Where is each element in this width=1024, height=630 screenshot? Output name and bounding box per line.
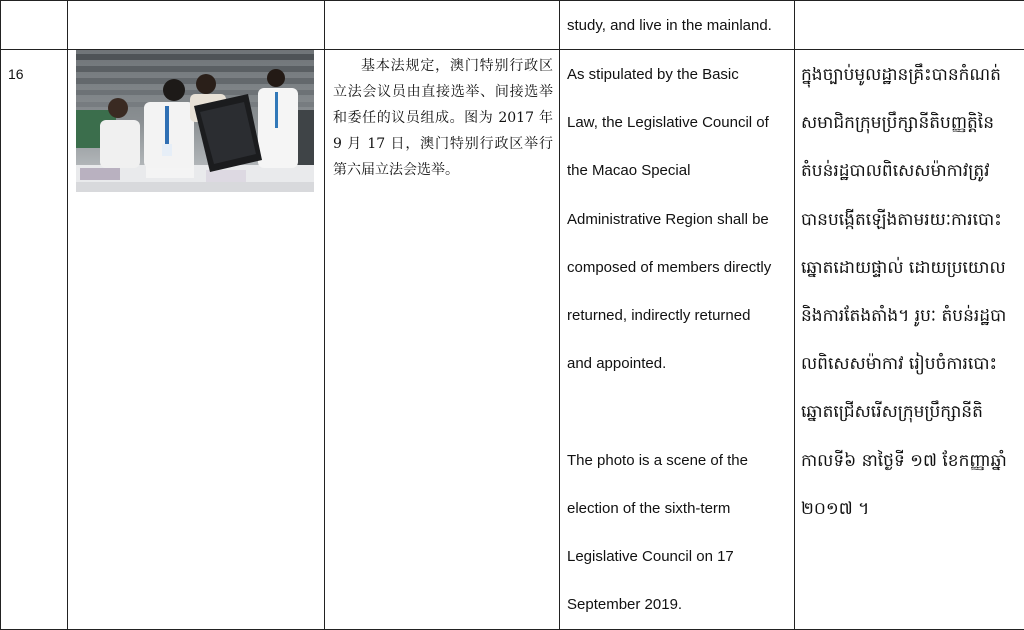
english-text-prev: study, and live in the mainland.	[560, 1, 794, 36]
cell-photo-prev	[68, 1, 325, 50]
khmer-line: កាលទី៦ នាថ្ងៃទី ១៧ ខែកញ្ញាឆ្នាំ	[801, 437, 1024, 485]
english-line: Legislative Council on 17	[567, 533, 794, 581]
chinese-text: 基本法规定，澳门特别行政区立法会议员由直接选举、间接选举和委任的议员组成。图为 2017 年 9 月 17 日，澳门特别行政区举行第六届立法会选举。	[333, 53, 553, 183]
cell-english-prev	[560, 1, 795, 50]
english-line: composed of members directly	[567, 244, 794, 292]
english-line: September 2019.	[567, 581, 794, 629]
khmer-line: លពិសេសម៉ាកាវ រៀបចំការបោះ	[801, 340, 1024, 388]
cell-number	[1, 50, 68, 630]
cell-number-prev	[1, 1, 68, 50]
english-text	[560, 50, 794, 629]
khmer-line: សមាជិកក្រុមប្រឹក្សានីតិបញ្ញត្តិនៃ	[801, 99, 1024, 147]
cell-chinese-prev	[325, 1, 560, 50]
english-line: the Macao Special	[567, 147, 794, 195]
english-line: returned, indirectly returned	[567, 292, 794, 340]
english-line: and appointed.	[567, 340, 794, 388]
cell-khmer-prev	[795, 1, 1024, 50]
english-line: election of the sixth-term	[567, 485, 794, 533]
table-row	[1, 50, 1024, 630]
english-line: Administrative Region shall be	[567, 196, 794, 244]
khmer-line: ឆ្នោតដោយផ្ទាល់ ដោយប្រយោល	[801, 244, 1024, 292]
row-number: 16	[1, 50, 67, 82]
khmer-line: តំបន់រដ្ឋបាលពិសេសម៉ាកាវត្រូវ	[801, 147, 1024, 195]
english-line: Law, the Legislative Council of	[567, 99, 794, 147]
khmer-line: ឆ្នោតជ្រើសរើសក្រុមប្រឹក្សានីតិ	[801, 388, 1024, 436]
khmer-line: ក្នុងច្បាប់មូលដ្ឋានគ្រឹះបានកំណត់	[801, 51, 1024, 99]
khmer-text	[795, 50, 1024, 533]
table-row-previous	[1, 1, 1024, 50]
cell-khmer	[795, 50, 1024, 630]
english-line: The photo is a scene of the	[567, 437, 794, 485]
cell-photo	[68, 50, 325, 630]
cell-english	[560, 50, 795, 630]
english-line: As stipulated by the Basic	[567, 51, 794, 99]
cell-chinese	[325, 50, 560, 630]
khmer-line: និងការតែងតាំង។ រូបៈ តំបន់រដ្ឋបា	[801, 292, 1024, 340]
khmer-line: បានបង្កើតឡើងតាមរយៈការបោះ	[801, 196, 1024, 244]
election-vote-counting-photo-icon	[76, 50, 314, 192]
khmer-line: ២០១៧ ។	[801, 485, 1024, 533]
